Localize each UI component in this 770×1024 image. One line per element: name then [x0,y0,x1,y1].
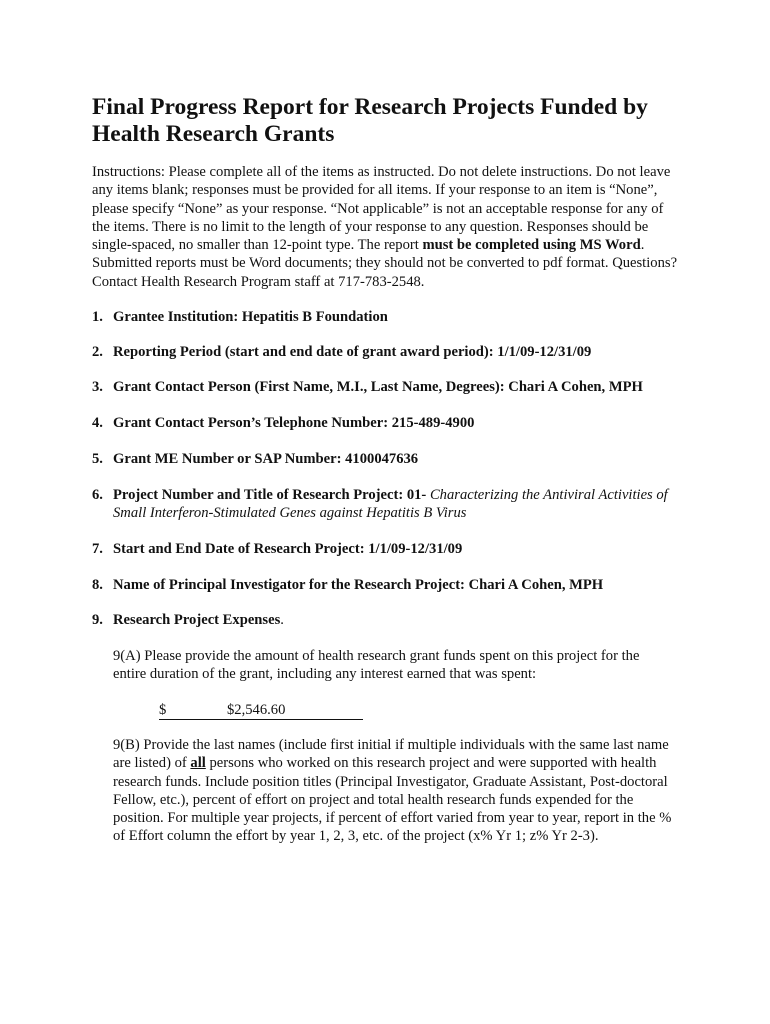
section-9b-text-end: persons who worked on this research project and were supported with health research funds. Include position titles (Principal Investigator, Graduate Assistant, Post-doctoral Fellow, etc.), percent of effort on project and total health research funds expended for the position. For multiple year projects, if percent of effort varied from year to year, report in the % of Effort column the effort by year 1, 2, 3, etc. of the project (x% Yr 1; z% Yr 2-3). [113,755,672,845]
item-number: 1. [92,309,103,325]
instructions-text-end: . Submitted reports must be Word documents; they should not be converted to pdf format. Questions? Contact Health Research Program staff at 717-783-2548. [92,237,678,290]
page-title: Final Progress Report for Research Projects Funded by Health Research Grants [92,94,648,147]
item-suffix: . [280,612,284,628]
item-grant-contact-person [92,378,692,396]
instructions-emphasis: must be completed using MS Word [422,237,641,254]
amount-value: $2,546.60 [227,702,286,718]
currency-symbol: $ [159,702,167,718]
instructions-text: Instructions: Please complete all of the items as instructed. Do not delete instructions. Do not leave any items blank; responses must be provided for all items. If your response to an item is “None”, please specify “None” as your response. “Not applicable” is not an acceptable response for any of the items. There is no limit to the length of your response to any question. Responses should be single-spaced, no smaller than 12-point type. The report [92,164,671,254]
section-9b-text-start: 9(B) Provide the last names (include first initial if multiple individuals with the same last name are listed) of [113,737,669,772]
item-text: Grant Contact Person’s Telephone Number: 215-489-4900 [113,415,475,431]
item-number: 9. [92,612,103,628]
item-grantee-institution [92,308,692,326]
item-text: Start and End Date of Research Project: 1/1/09-12/31/09 [113,541,463,557]
item-number: 4. [92,415,103,431]
item-grant-me-number [92,450,692,468]
item-number: 8. [92,577,103,593]
item-research-expenses [92,611,692,629]
item-project-title [92,486,692,523]
item-project-dates [92,540,692,558]
item-number: 6. [92,487,103,503]
project-title: Characterizing the Antiviral Activities of Small Interferon-Stimulated Genes against Hepatitis B Virus [113,487,668,522]
item-number: 3. [92,379,103,395]
item-number: 5. [92,451,103,467]
item-text: Grant Contact Person (First Name, M.I., Last Name, Degrees): Chari A Cohen, MPH [113,379,643,395]
item-text: Grant ME Number or SAP Number: 4100047636 [113,451,419,467]
section-9b-text [113,736,673,846]
item-label: Project Number and Title of Research Project: 01- [113,487,430,503]
item-number: 7. [92,541,103,557]
item-reporting-period [92,343,692,361]
item-contact-telephone [92,414,692,432]
item-text: Reporting Period (start and end date of grant award period): 1/1/09-12/31/09 [113,344,592,360]
item-text [113,486,692,523]
amount-field[interactable] [159,701,363,720]
section-9b-emphasis: all [190,755,206,772]
item-text [113,611,692,629]
item-principal-investigator [92,576,692,594]
item-text: Name of Principal Investigator for the Research Project: Chari A Cohen, MPH [113,577,604,593]
section-9a-text: 9(A) Please provide the amount of health research grant funds spent on this project for the entire duration of the grant, including any interest earned that was spent: [113,648,640,683]
item-label: Research Project Expenses [113,612,281,628]
instructions-paragraph [92,163,682,291]
item-text: Grantee Institution: Hepatitis B Foundation [113,309,388,325]
item-number: 2. [92,344,103,360]
